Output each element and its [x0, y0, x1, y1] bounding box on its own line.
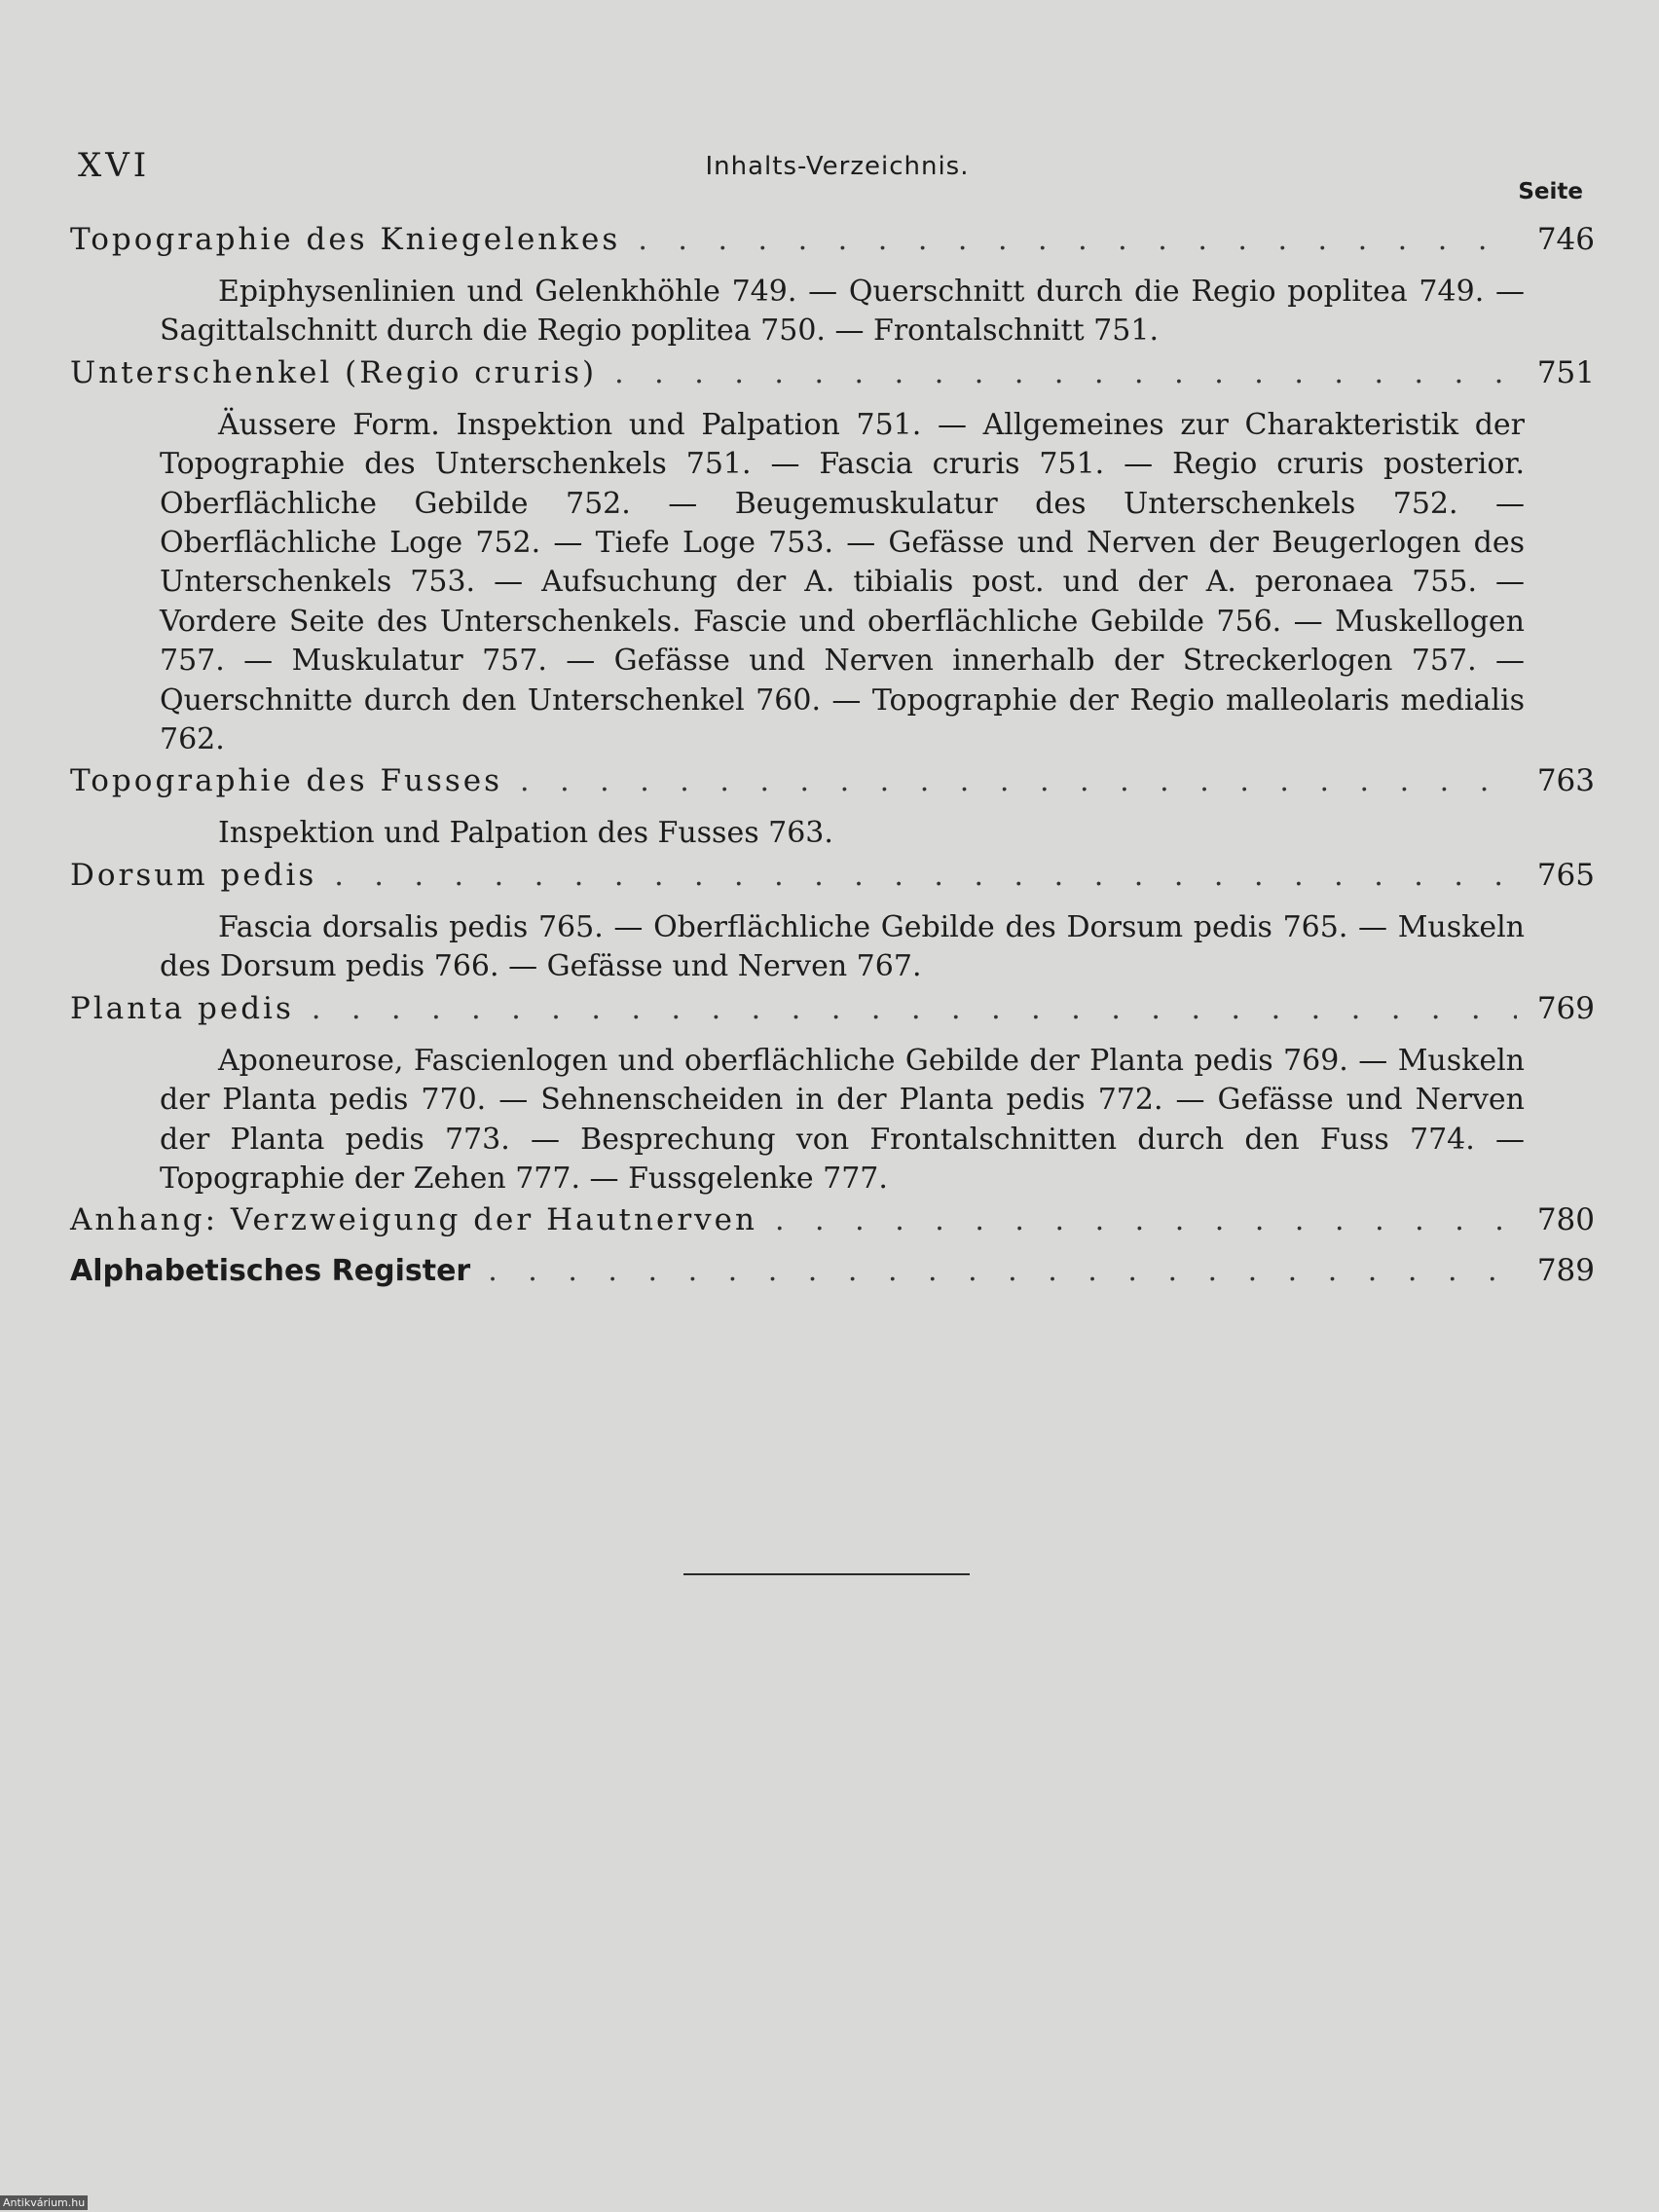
toc-entry-head — [70, 1253, 1595, 1304]
toc-entry-kniegelenk — [70, 222, 1595, 355]
toc-entry-fuss — [70, 763, 1595, 857]
page-header — [78, 142, 1597, 191]
watermark: Antikvárium.hu — [0, 2195, 88, 2210]
toc-entry-register — [70, 1253, 1595, 1304]
toc-entry-title: Dorsum pedis — [70, 857, 317, 893]
toc-entry-head — [70, 222, 1595, 273]
toc-entry-title: Anhang: Verzweigung der Hautnerven — [70, 1202, 757, 1238]
leader-dots — [614, 356, 1517, 390]
leader-dots — [638, 223, 1517, 257]
toc-entry-title: Topographie des Fusses — [70, 763, 503, 799]
toc-entry-page: 780 — [1536, 1202, 1595, 1238]
toc-entry-unterschenkel — [70, 355, 1595, 764]
toc-entry-page: 763 — [1536, 763, 1595, 799]
toc-entry-description: Inspektion und Palpation des Fusses 763. — [218, 816, 833, 851]
toc-entry-description: Aponeurose, Fascienlogen und oberflächliche Gebilde der Planta pedis 769. — Muskeln der Planta pedis 770. — Sehnenscheiden in der Planta pedis 772. — Gefässe und Nerven der Planta pedis 773. — Besprechung von Frontalschnitten durch den Fuss 774. — Topographie der Zehen 777. — Fussgelenke 777. — [160, 1043, 1525, 1196]
toc-entry-head — [70, 763, 1595, 814]
toc-entry-page: 789 — [1536, 1253, 1595, 1289]
toc-entry-title: Unterschenkel (Regio cruris) — [70, 354, 598, 390]
toc-entry-anhang — [70, 1202, 1595, 1253]
leader-dots — [520, 764, 1517, 798]
page-title: Inhalts-Verzeichnis. — [705, 152, 970, 181]
toc-entry-description: Epiphysenlinien und Gelenkhöhle 749. — Querschnitt durch die Regio poplitea 749. — Sagittalschnitt durch die Regio poplitea 750. — Frontalschnitt 751. — [160, 275, 1525, 349]
section-end-rule — [683, 1573, 970, 1575]
toc-entry-planta-pedis — [70, 991, 1595, 1203]
leader-dots — [775, 1203, 1517, 1237]
toc-entry-title: Planta pedis — [70, 990, 294, 1026]
toc-entry-page: 769 — [1536, 990, 1595, 1026]
toc-entry-head — [70, 858, 1595, 908]
toc-entry-title: Alphabetisches Register — [70, 1254, 471, 1289]
toc-entry-title: Topographie des Kniegelenkes — [70, 222, 621, 257]
toc-entry-description: Äussere Form. Inspektion und Palpation 751. — Allgemeines zur Charakteristik der Topographie des Unterschenkels 751. — Fascia cruris 751. — Regio cruris posterior. Oberflächliche Gebilde 752. — Beugemuskulatur des Unterschenkels 752. — Oberflächliche Loge 752. — Tiefe Loge 753. — Gefässe und Nerven der Beugerlogen des Unterschenkels 753. — Aufsuchung der A. tibialis post. und der A. peronaea 755. — Vordere Seite des Unterschenkels. Fascie und oberflächliche Gebilde 756. — Muskellogen 757. — Muskulatur 757. — Gefässe und Nerven innerhalb der Streckerlogen 757. — Querschnitte durch den Unterschenkel 760. — Topographie der Regio malleolaris medialis 762. — [160, 407, 1525, 757]
toc-entry-page: 751 — [1536, 354, 1595, 390]
toc-entry-dorsum-pedis — [70, 858, 1595, 991]
toc-entry-page: 746 — [1536, 222, 1595, 257]
table-of-contents — [70, 222, 1595, 1304]
toc-entry-page: 765 — [1536, 857, 1595, 893]
leader-dots — [334, 859, 1517, 893]
toc-entry-head — [70, 355, 1595, 406]
toc-entry-description: Fascia dorsalis pedis 765. — Oberflächliche Gebilde des Dorsum pedis 765. — Muskeln des Dorsum pedis 766. — Gefässe und Nerven 767. — [160, 909, 1525, 984]
page-column-label: Seite — [1518, 179, 1583, 204]
leader-dots — [488, 1254, 1517, 1288]
toc-entry-head — [70, 991, 1595, 1042]
leader-dots — [312, 992, 1517, 1026]
toc-entry-head — [70, 1202, 1595, 1253]
page-number: XVI — [78, 146, 151, 185]
